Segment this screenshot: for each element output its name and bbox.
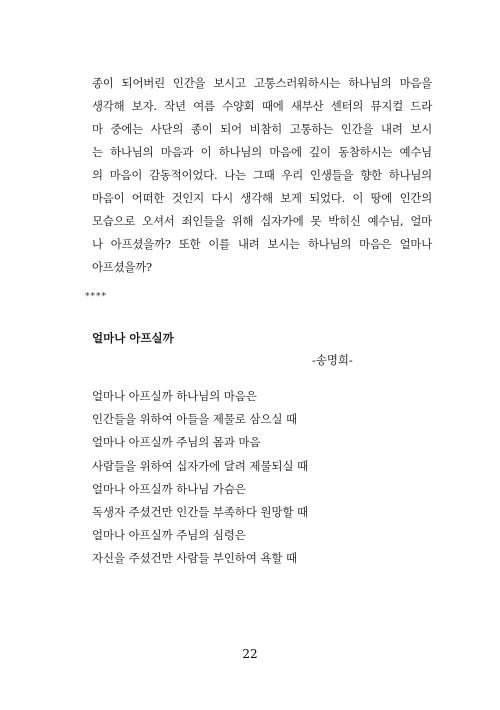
- paragraph-line: 나 아프셨을까? 또한 이를 내려 보시는 하나님의 마음은 얼마나: [92, 237, 432, 251]
- poem-author: -송명희-: [312, 353, 353, 367]
- body-paragraph: [92, 72, 432, 279]
- paragraph-line: 의 마음이 감동적이었다. 나는 그때 우리 인생들을 향한 하나님의: [92, 168, 432, 182]
- paragraph-line: 아프셨을까?: [92, 260, 152, 274]
- paragraph-line: 마음이 어떠한 것인지 다시 생각해 보게 되었다. 이 땅에 인간의: [92, 191, 432, 205]
- paragraph-line: 마 중에는 사단의 종이 되어 비참히 고통하는 인간을 내려 보시: [92, 122, 432, 136]
- poem-line: 얼마나 아프실까 주님의 심령은: [92, 528, 246, 543]
- poem-line: 독생자 주셨건만 인간들 부족하다 원망할 때: [92, 505, 309, 520]
- poem-line: 자신을 주셨건만 사람들 부인하여 욕할 때: [92, 551, 298, 566]
- poem-line: 얼마나 아프실까 주님의 몸과 마음: [92, 435, 261, 450]
- paragraph-line: 종이 되어버린 인간을 보시고 고통스러워하시는 하나님의 마음을: [92, 76, 432, 90]
- poem-title: 얼마나 아프실까: [92, 331, 174, 345]
- paragraph-line: 모습으로 오셔서 죄인들을 위해 십자가에 못 박히신 예수님, 얼마: [92, 214, 432, 228]
- section-separator: ****: [85, 292, 107, 302]
- paragraph-line: 생각해 보자. 작년 여름 수양회 때에 새부산 센터의 뮤지컬 드라: [92, 99, 432, 113]
- poem-line: 인간들을 위하여 아들을 제물로 삼으실 때: [92, 412, 298, 427]
- page-number: 22: [242, 647, 258, 661]
- poem-line: 사람들을 위하여 십자가에 달려 제물되실 때: [92, 458, 309, 473]
- poem-line: 얼마나 아프실까 하나님 가슴은: [92, 481, 246, 496]
- paragraph-line: 는 하나님의 마음과 이 하나님의 마음에 깊이 동참하시는 예수님: [92, 145, 432, 159]
- poem-line: 얼마나 아프실까 하나님의 마음은: [92, 389, 257, 403]
- poem-body: [92, 385, 308, 571]
